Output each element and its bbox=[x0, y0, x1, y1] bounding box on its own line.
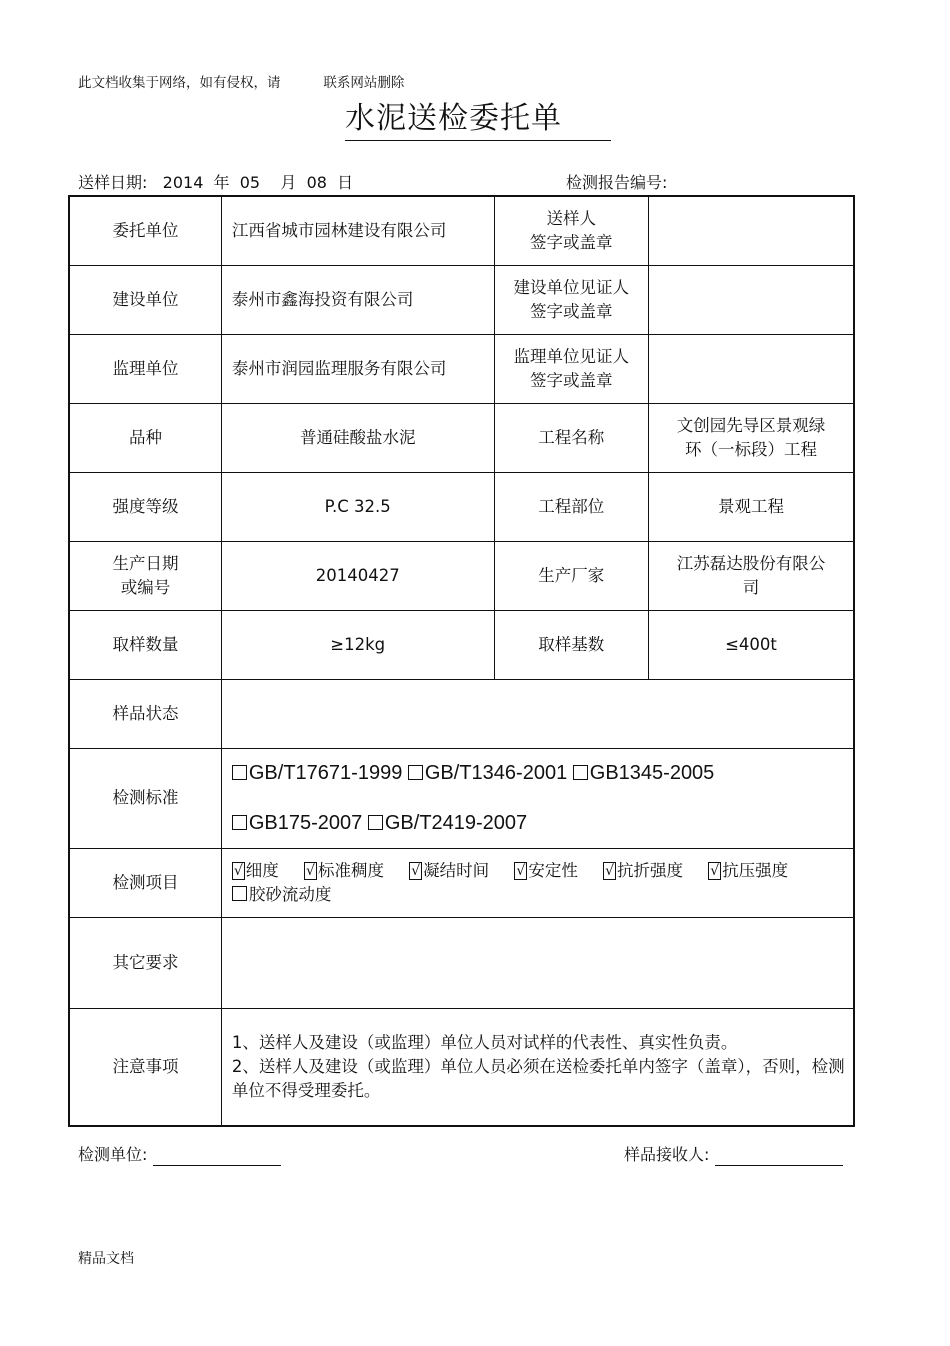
testing-unit-line[interactable] bbox=[153, 1143, 281, 1166]
send-date: 送样日期: 2014 年 05 月 08 日 bbox=[78, 173, 354, 192]
cell-line: 生产日期 bbox=[112, 553, 179, 573]
field-value[interactable] bbox=[221, 541, 494, 610]
cell-line: 品种 bbox=[128, 427, 162, 447]
footer-text: 精品文档 bbox=[78, 1251, 134, 1267]
standards-options bbox=[221, 748, 854, 848]
standards-line-2 bbox=[232, 810, 847, 836]
standards-line-1 bbox=[232, 760, 847, 786]
sample-state-row bbox=[69, 679, 854, 748]
checkmark-icon[interactable]: √ bbox=[710, 862, 720, 879]
cell-line: 强度等级 bbox=[112, 496, 179, 516]
cell-line: 建设单位 bbox=[112, 289, 179, 309]
cell-line: ≤400t bbox=[725, 634, 777, 654]
field-value[interactable] bbox=[221, 472, 494, 541]
cell-line: 泰州市鑫海投资有限公司 bbox=[231, 289, 414, 309]
field-value[interactable] bbox=[221, 196, 494, 265]
field-label bbox=[69, 403, 221, 472]
field-label bbox=[69, 610, 221, 679]
standards-row bbox=[69, 748, 854, 848]
cell-line: 监理单位见证人 bbox=[513, 346, 629, 366]
test-item-label: 抗折强度 bbox=[616, 860, 683, 880]
field-label bbox=[69, 265, 221, 334]
checkmark-icon[interactable]: √ bbox=[233, 862, 243, 879]
checkmark-icon[interactable]: √ bbox=[306, 862, 315, 879]
cell-line: 取样数量 bbox=[112, 634, 179, 654]
cell-line: 江西省城市园林建设有限公司 bbox=[231, 220, 447, 240]
form-row bbox=[69, 541, 854, 610]
cell-line: 签字或盖章 bbox=[530, 370, 613, 390]
receiver-line[interactable] bbox=[715, 1143, 843, 1166]
test-items bbox=[221, 848, 854, 917]
test-item-label: 标准稠度 bbox=[317, 860, 384, 880]
field-value-2[interactable] bbox=[648, 610, 854, 679]
form-row bbox=[69, 196, 854, 265]
cell-line: 司 bbox=[742, 577, 760, 597]
page-title: 水泥送检委托单 bbox=[345, 100, 611, 141]
field-label-2 bbox=[494, 196, 648, 265]
form-row bbox=[69, 334, 854, 403]
form-row bbox=[69, 610, 854, 679]
field-label-2 bbox=[494, 403, 648, 472]
standard-option: GB/T1346-2001 bbox=[424, 762, 568, 784]
field-label-2 bbox=[494, 610, 648, 679]
field-value-2[interactable] bbox=[648, 196, 854, 265]
other-label: 其它要求 bbox=[69, 917, 221, 1008]
cell-line: 工程部位 bbox=[538, 496, 605, 516]
standard-checkbox[interactable] bbox=[573, 765, 588, 780]
standard-checkbox[interactable] bbox=[232, 765, 247, 780]
cell-line: 江苏磊达股份有限公 bbox=[676, 553, 826, 573]
field-value-2[interactable] bbox=[648, 541, 854, 610]
items-label: 检测项目 bbox=[69, 848, 221, 917]
commission-form-table bbox=[68, 195, 855, 1127]
test-item-checked bbox=[304, 861, 384, 880]
cell-line: 或编号 bbox=[120, 577, 171, 597]
field-label-2 bbox=[494, 541, 648, 610]
cell-line: 取样基数 bbox=[538, 634, 605, 654]
standard-option: GB1345-2005 bbox=[589, 762, 715, 784]
sample-state-label: 样品状态 bbox=[69, 679, 221, 748]
cell-line: 委托单位 bbox=[112, 220, 179, 240]
test-item-label: 胶砂流动度 bbox=[248, 884, 332, 904]
cell-line: P.C 32.5 bbox=[324, 496, 391, 516]
cell-line: 环（一标段）工程 bbox=[684, 439, 817, 459]
standards-label: 检测标准 bbox=[69, 748, 221, 848]
standard-checkbox[interactable] bbox=[368, 815, 383, 830]
checkmark-icon[interactable]: √ bbox=[411, 862, 421, 879]
standard-checkbox[interactable] bbox=[408, 765, 423, 780]
field-value-2[interactable] bbox=[648, 472, 854, 541]
other-value[interactable] bbox=[221, 917, 854, 1008]
receiver-label: 样品接收人: bbox=[624, 1145, 710, 1164]
cell-line: 泰州市润园监理服务有限公司 bbox=[231, 358, 447, 378]
receiver-sign bbox=[624, 1142, 843, 1166]
field-value[interactable] bbox=[221, 610, 494, 679]
other-row bbox=[69, 917, 854, 1008]
note-line-1: 1、送样人及建设（或监理）单位人员对试样的代表性、真实性负责。 bbox=[231, 1032, 738, 1052]
field-label bbox=[69, 196, 221, 265]
testing-unit-sign bbox=[78, 1142, 281, 1166]
cell-line: 普通硅酸盐水泥 bbox=[299, 427, 416, 447]
field-label bbox=[69, 541, 221, 610]
cell-line: 签字或盖章 bbox=[530, 301, 613, 321]
standard-checkbox[interactable] bbox=[232, 815, 247, 830]
checkbox-icon[interactable] bbox=[232, 886, 247, 901]
notes-row bbox=[69, 1008, 854, 1126]
cell-line: 工程名称 bbox=[538, 427, 605, 447]
test-item-label: 凝结时间 bbox=[423, 860, 490, 880]
cell-line: 送样人 bbox=[546, 208, 596, 228]
field-value[interactable] bbox=[221, 403, 494, 472]
form-row bbox=[69, 403, 854, 472]
field-value-2[interactable] bbox=[648, 334, 854, 403]
test-item-label: 安定性 bbox=[528, 860, 578, 880]
test-item-checked bbox=[708, 861, 788, 880]
test-item-checked bbox=[603, 861, 683, 880]
cell-line: 生产厂家 bbox=[538, 565, 605, 585]
test-item-checked bbox=[232, 861, 279, 880]
test-item-label: 细度 bbox=[245, 860, 279, 880]
report-number-label: 检测报告编号: bbox=[566, 173, 668, 192]
notes-text bbox=[221, 1008, 854, 1126]
field-value[interactable] bbox=[221, 265, 494, 334]
field-label bbox=[69, 472, 221, 541]
note-line-2: 2、送样人及建设（或监理）单位人员必须在送检委托单内签字（盖章），否则，检测单位不得受理委托。 bbox=[231, 1056, 845, 1100]
testing-unit-label: 检测单位: bbox=[78, 1145, 148, 1164]
notes-label: 注意事项 bbox=[69, 1008, 221, 1126]
checkmark-icon[interactable]: √ bbox=[605, 862, 614, 879]
field-label-2 bbox=[494, 265, 648, 334]
test-item-unchecked bbox=[232, 885, 332, 904]
field-value[interactable] bbox=[221, 334, 494, 403]
field-value-2[interactable] bbox=[648, 403, 854, 472]
standard-option: GB/T17671-1999 bbox=[248, 762, 403, 784]
cell-line: 监理单位 bbox=[112, 358, 179, 378]
field-value-2[interactable] bbox=[648, 265, 854, 334]
test-item-checked bbox=[514, 861, 577, 880]
cell-line: ≥12kg bbox=[330, 634, 386, 654]
form-row bbox=[69, 472, 854, 541]
cell-line: 20140427 bbox=[315, 565, 400, 585]
field-label-2 bbox=[494, 472, 648, 541]
items-row bbox=[69, 848, 854, 917]
checkmark-icon[interactable]: √ bbox=[516, 862, 526, 879]
cell-line: 景观工程 bbox=[717, 496, 784, 516]
cell-line: 建设单位见证人 bbox=[513, 277, 629, 297]
sample-state-value[interactable] bbox=[221, 679, 854, 748]
field-label-2 bbox=[494, 334, 648, 403]
standard-option: GB/T2419-2007 bbox=[384, 812, 528, 834]
standard-option: GB175-2007 bbox=[248, 812, 363, 834]
form-row bbox=[69, 265, 854, 334]
cell-line: 文创园先导区景观绿 bbox=[676, 415, 826, 435]
copyright-notice: 此文档收集于网络，如有侵权，请 联系网站删除 bbox=[78, 75, 405, 91]
cell-line: 签字或盖章 bbox=[530, 232, 613, 252]
field-label bbox=[69, 334, 221, 403]
test-item-checked bbox=[409, 861, 489, 880]
test-item-label: 抗压强度 bbox=[722, 860, 789, 880]
